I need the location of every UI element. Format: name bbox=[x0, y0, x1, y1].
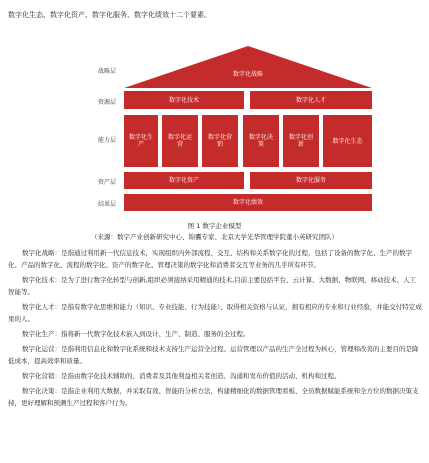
body-paragraphs bbox=[8, 247, 422, 412]
paragraph-talent: 数字化人才：是指有数字化思维和能力（知识、专业技能、行为技能）、取得相关资格与认证，拥有相应的专业和行业经验，并能交付特定成果的人。 bbox=[8, 303, 422, 323]
capability-box-operation: 数字化运营 bbox=[162, 115, 198, 167]
figure-caption-title: 图 1 数字企业模型 bbox=[187, 222, 242, 230]
layer-label-resource: 资源层 bbox=[97, 99, 116, 106]
asset-box-services: 数字化服务 bbox=[250, 172, 372, 189]
paragraph-marketing: 数字化营销：是指由数字化技术辅助的、消费者及其他利益相关者创造、沟通和发布价值的活动、机构和过程。 bbox=[22, 372, 341, 380]
resource-box-talent: 数字化人才 bbox=[250, 91, 372, 109]
layer-label-capability: 能力层 bbox=[97, 137, 116, 144]
capability-box-marketing: 数字化营销 bbox=[202, 115, 238, 167]
layer-label-result: 结果层 bbox=[97, 201, 116, 208]
capability-box-production: 数字化生产 bbox=[124, 115, 158, 167]
capability-box-innovation: 数字化创新 bbox=[283, 115, 319, 167]
asset-box-assets: 数字化资产 bbox=[124, 172, 244, 189]
paragraph-operation: 数字化运营：是指利用信息化和数字化系统和技术支持生产运营全过程。运营管理以产品的生产全过程为核心，管理和改善的主要目的是降低成本，提高效率和质量。 bbox=[8, 345, 419, 365]
layer-label-strategy: 战略层 bbox=[97, 68, 116, 75]
layer-label-asset: 资产层 bbox=[97, 179, 116, 186]
paragraph-technology: 数字化技术：是为了进行数字化转型与创新,组织必须接纳采用精通的技术,目前主要包括平台、云计算、大数据、物联网、移动技术、人工智能等。 bbox=[8, 276, 417, 296]
strategy-roof-shape bbox=[124, 46, 372, 88]
paragraph-strategy: 数字化战略：是指通过利用新一代信息技术，实现组织内外部流程、交互、结构和关系数字化的过程，包括了设备的数字化、生产的数字化、产品的数字化、流程的数字化、资产的数字化、管理决策的数字化和消费者交互等业务的几乎所有环节。 bbox=[8, 249, 412, 269]
capability-box-decision: 数字化决策 bbox=[243, 115, 279, 167]
intro-text: 数字化生态、数字化资产、数字化服务、数字化绩效十二个要素。 bbox=[8, 11, 211, 19]
paragraph-decision: 数字化决策：是指企业利用大数据，并采取有效、智能的分析方法，构建精细化的数据管理看板、全员数据赋能系统和全方位的数据决策支持，更好理解和预测生产过程和客户行为。 bbox=[8, 387, 419, 407]
resource-box-technology: 数字化技术 bbox=[124, 91, 244, 109]
result-box-performance: 数字化绩效 bbox=[124, 194, 372, 211]
paragraph-production: 数字化生产：指将新一代数字化技术嵌入到设计、生产、制造、服务的全过程。 bbox=[22, 330, 250, 338]
figure-caption-source: （来源：数字产业创新研究中心、锦囊专家、北京大学光华管理学院董小英研究团队） bbox=[91, 233, 338, 241]
strategy-box: 数字化战略 bbox=[232, 70, 263, 78]
capability-box-ecosystem: 数字化生态 bbox=[323, 115, 372, 167]
